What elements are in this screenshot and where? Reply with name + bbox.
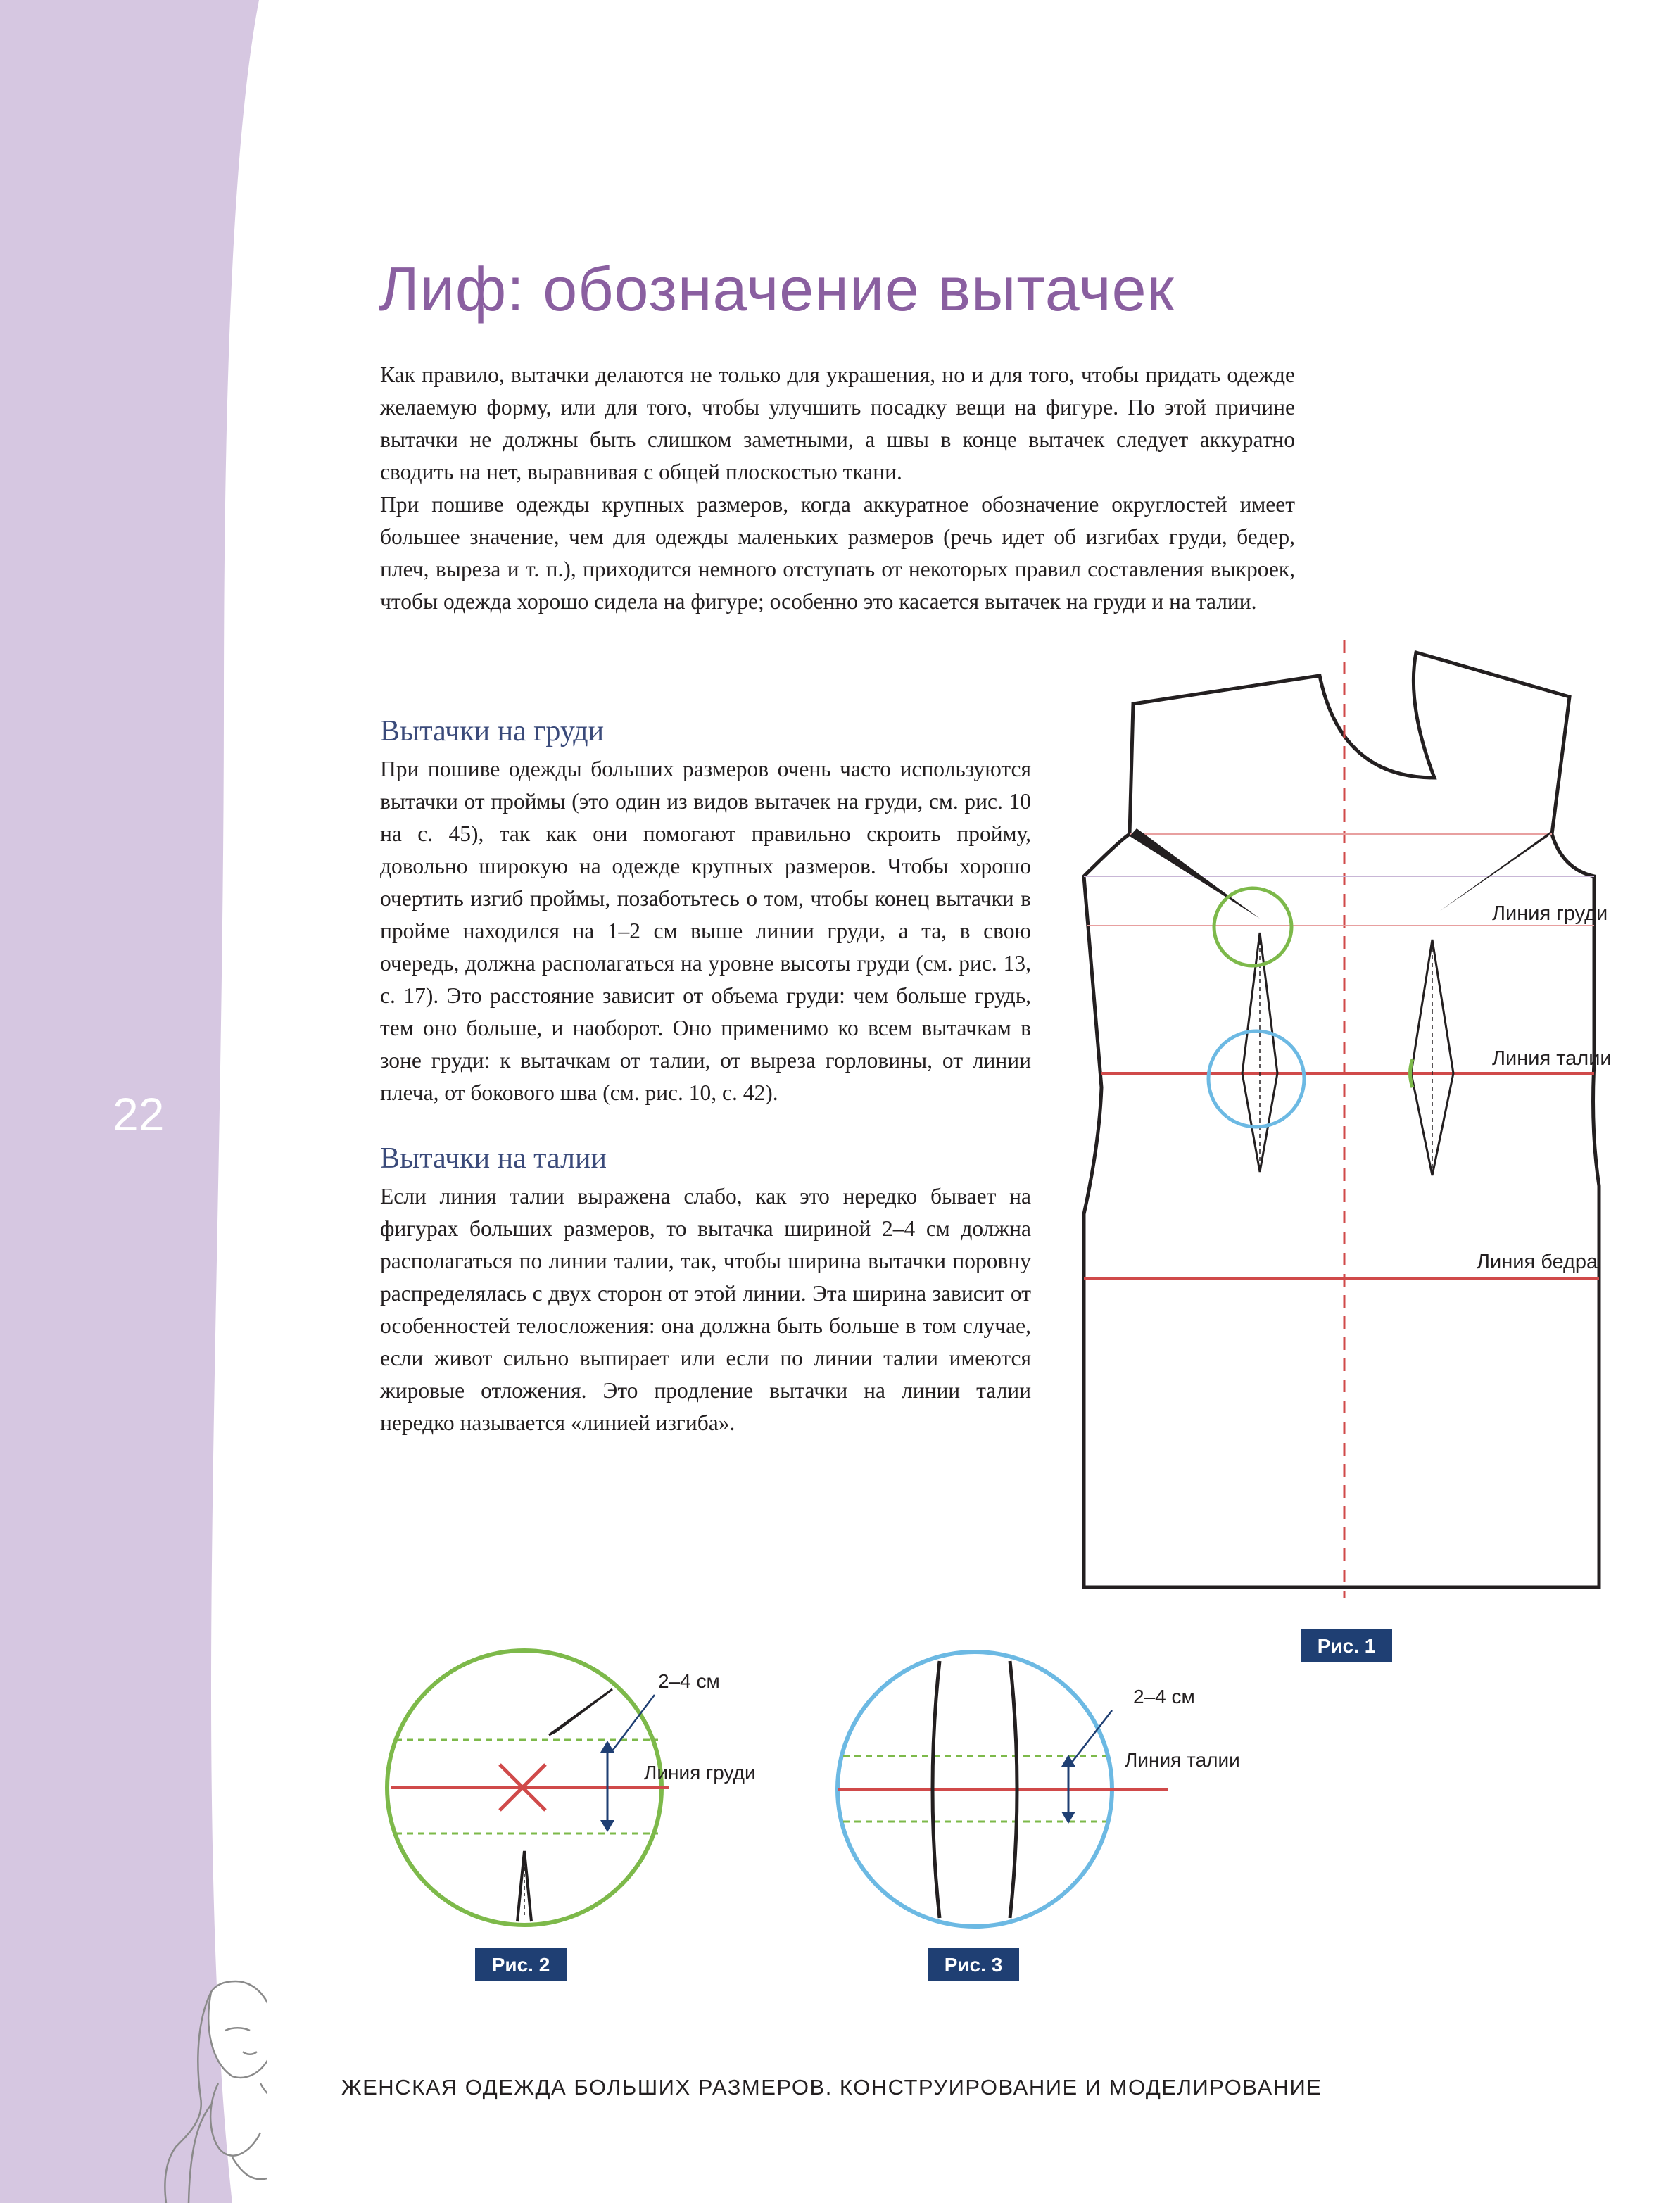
bodice-outline <box>1084 652 1599 1587</box>
figure-3-caption: Рис. 3 <box>944 1954 1003 1976</box>
label-hip-line: Линия бедра <box>1477 1251 1598 1273</box>
figure-1-bodice-pattern <box>1070 637 1633 1672</box>
label-chest-line: Линия груди <box>1492 902 1608 925</box>
figure-2-chest-dart-detail <box>380 1640 887 1985</box>
intro-paragraph-1: Как правило, вытачки делаются не только для украшения, но и для того, чтобы придать одежде желаемую форму, или для того, чтобы улучшить посадку вещи на фигуре. По этой причине вытачки не должны быть слишком заметными, а швы в конце вытачек следует аккуратно сводить на нет, выравнивая с общей плоскостью ткани. <box>380 362 1295 484</box>
chest-darts-text: При пошиве одежды больших размеров очень часто используются вытачки от проймы (это один из видов вытачек на груди, см. рис. 10 на с. 45), так как они помогают правильно скроить пройму, довольно широкую на одежде крупных размеров. Чтобы хорошо очертить изгиб проймы, позаботьтесь о том, чтобы конец вытачки в пройме находился на 1–2 см выше линии груди, а та, в свою очередь, должна располагаться на уровне высоты груди (см. рис. 13, с. 17). Это расстояние зависит от объема груди: чем больше грудь, тем оно больше, и наоборот. Оно применимо ко всем вытачкам в зоне груди: к вытачкам от талии, от выреза горловины, от линии плеча, от бокового шва (см. рис. 10, с. 42). <box>380 757 1031 1105</box>
chest-highlight-circle <box>1214 888 1291 966</box>
heading-chest-darts: Вытачки на груди <box>380 715 605 747</box>
label-waist-line: Линия талии <box>1492 1047 1612 1070</box>
figure-3-measure: 2–4 см <box>1133 1686 1195 1708</box>
figure-2-measure: 2–4 см <box>658 1670 720 1692</box>
figure-2-caption: Рис. 2 <box>491 1954 550 1976</box>
waist-darts-text: Если линия талии выражена слабо, как это нередко бывает на фигурах больших размеров, то вытачка шириной 2–4 см должна располагаться по линии талии, так, чтобы ширина вытачки поровну распределялась с двух сторон от этой линии. Эта ширина зависит от особенностей телосложения: она должна быть больше в том случае, если живот сильно выпирает или если по линии талии имеются жировые отложения. Это продление вытачки на линии талии нередко называется «линией изгиба». <box>380 1184 1031 1435</box>
figure-3-waist-dart-detail <box>830 1633 1267 1985</box>
heading-waist-darts: Вытачки на талии <box>380 1142 607 1175</box>
waist-highlight-circle <box>1208 1031 1304 1127</box>
page-title: Лиф: обозначение вытачек <box>379 254 1175 324</box>
figure-2-label: Линия груди <box>644 1762 756 1784</box>
running-footer: ЖЕНСКАЯ ОДЕЖДА БОЛЬШИХ РАЗМЕРОВ. КОНСТРУИРОВАНИЕ И МОДЕЛИРОВАНИЕ <box>341 2075 1322 2100</box>
figure-3-label: Линия талии <box>1125 1749 1240 1771</box>
intro-paragraph-2: При пошиве одежды крупных размеров, когда аккуратное обозначение округлостей имеет большее значение, чем для одежды маленьких размеров (речь идет об изгибах груди, бедер, плеч, выреза и т. п.), приходится немного отступать от некоторых правил составления выкроек, чтобы одежда хорошо сидела на фигуре; особенно это касается вытачек на груди и на талии. <box>380 492 1295 614</box>
figure-1-caption: Рис. 1 <box>1317 1635 1376 1657</box>
page-number: 22 <box>113 1088 165 1140</box>
